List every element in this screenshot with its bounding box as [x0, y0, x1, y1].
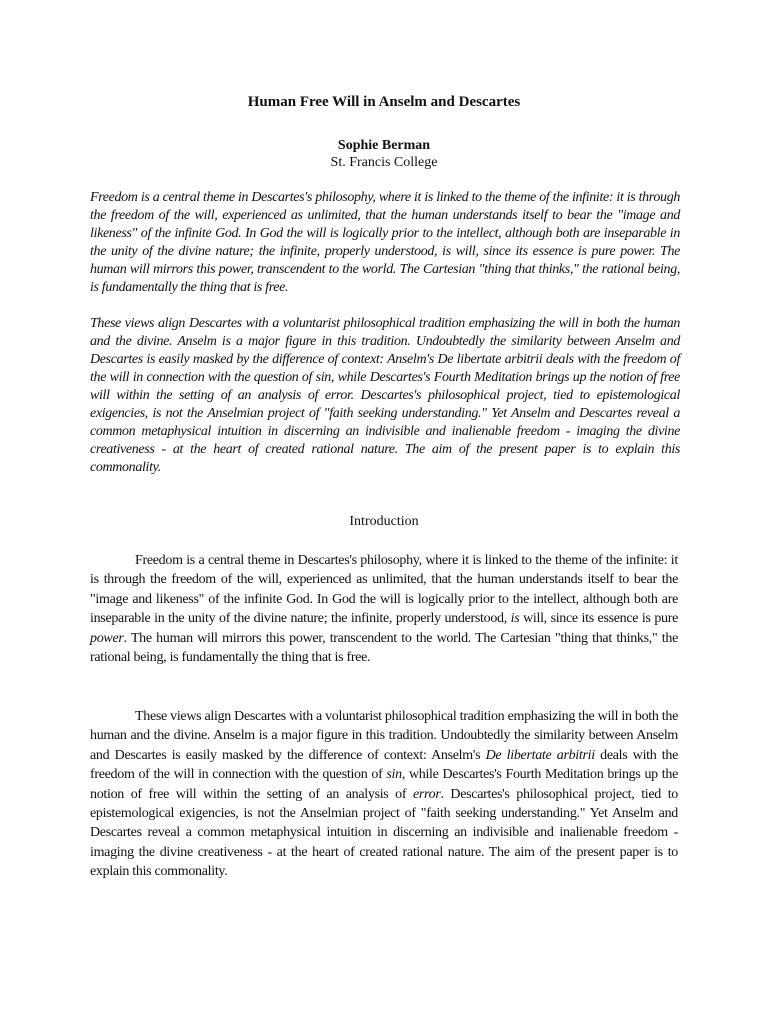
body-text: will, since its essence is pure: [519, 611, 679, 627]
body-text: . The human will mirrors this power, transcendent to the world. The Cartesian "thing that thinks," the rational being, is fundamentally the thing that is free.: [90, 630, 678, 666]
emphasis-text: power: [90, 630, 124, 646]
paper-title: Human Free Will in Anselm and Descartes: [247, 94, 521, 110]
emphasis-text: De libertate arbitrii: [485, 747, 595, 763]
emphasis-text: error: [412, 786, 441, 802]
body-text: deals with the freedom of the will in connection with the question of: [90, 747, 679, 783]
author-name: Sophie Berman: [337, 138, 431, 153]
emphasis-text: is: [510, 611, 520, 627]
body-paragraph-1: [90, 551, 678, 667]
body-text: Freedom is a central theme in Descartes's philosophy, where it is linked to the theme of the infinite: it is through the freedom of the will, experienced as unlimited, that the human understands itself to bear the "image and likeness" of the infinite God. In God the will is logically prior to the intellect, although both are inseparable in the unity of the divine nature; the infinite, properly understood,: [90, 553, 678, 627]
section-heading-introduction: Introduction: [349, 514, 419, 529]
body-text: These views align Descartes with a voluntarist philosophical tradition emphasizing the will in both the human and the divine. Anselm is a major figure in this tradition. Undoubtedly the similarity between Anselm and Descartes is easily masked by the difference of context: Anselm's: [90, 709, 678, 763]
emphasis-text: sin: [386, 767, 402, 783]
body-paragraph-2: [90, 707, 678, 882]
author-affiliation: St. Francis College: [330, 155, 438, 170]
body-text: , while Descartes's Fourth Meditation brings up the notion of free will within the setting of an analysis of: [90, 767, 678, 802]
abstract-paragraph-1: Freedom is a central theme in Descartes's philosophy, where it is linked to the theme of the infinite: it is through the freedom of the will, experienced as unlimited, that the human understands itself to bear the "image and likeness" of the infinite God. In God the will is logically prior to the intellect, although both are inseparable in the unity of the divine nature; the infinite, properly understood, is will, since its essence is pure power. The human will mirrors this power, transcendent to the world. The Cartesian "thing that thinks," the rational being, is fundamentally the thing that is free.: [90, 190, 680, 295]
body-text: . Descartes's philosophical project, tied to epistemological exigencies, is not the Anselmian project of "faith seeking understanding." Yet Anselm and Descartes reveal a common metaphysical intuition in discerning an indivisible and inalienable freedom - imaging the divine creativeness - at the heart of created rational nature. The aim of the present paper is to explain this commonality.: [90, 786, 678, 880]
abstract-paragraph-2: These views align Descartes with a voluntarist philosophical tradition emphasizing the will in both the human and the divine. Anselm is a major figure in this tradition. Undoubtedly the similarity between Anselm and Descartes is easily masked by the difference of context: Anselm's De libertate arbitrii deals with the freedom of the will in connection with the question of sin, while Descartes's Fourth Meditation brings up the notion of free will within the setting of an analysis of error. Descartes's philosophical project, tied to epistemological exigencies, is not the Anselmian project of "faith seeking understanding." Yet Anselm and Descartes reveal a common metaphysical intuition in discerning an indivisible and inalienable freedom - imaging the divine creativeness - at the heart of created rational nature. The aim of the present paper is to explain this commonality.: [90, 316, 680, 475]
